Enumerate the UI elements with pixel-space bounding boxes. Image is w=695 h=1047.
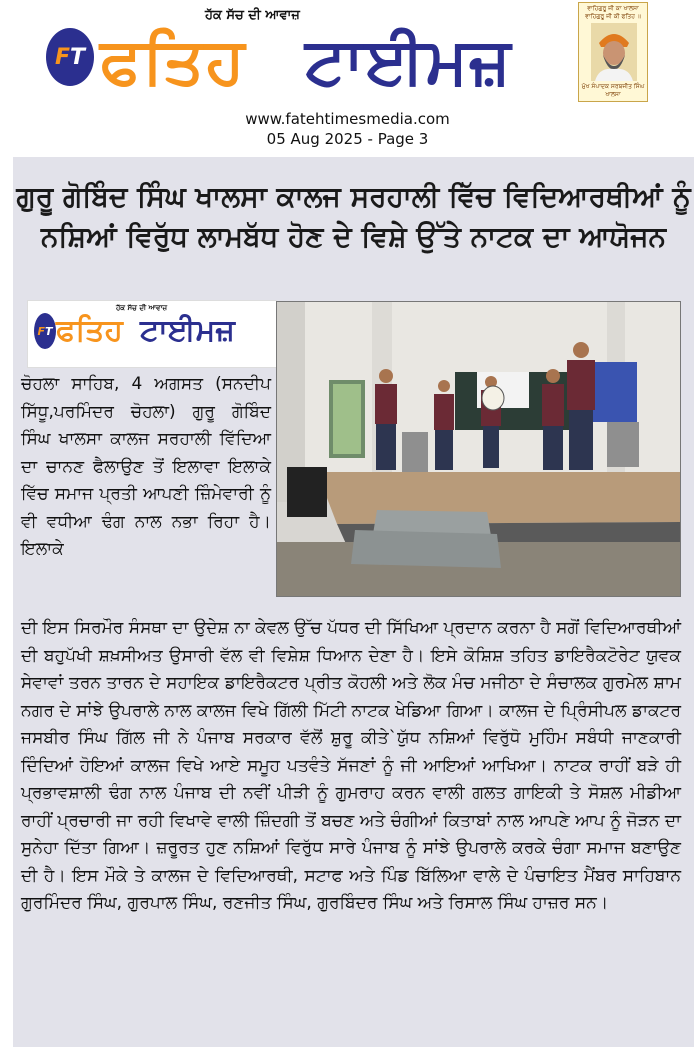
article-photo: [276, 301, 681, 597]
article-headline: [13, 177, 694, 257]
article-body: [21, 615, 681, 918]
article-panel: [13, 157, 694, 1047]
logo-initial-f: F: [54, 44, 70, 70]
article-logo-icon: [34, 313, 56, 349]
stage-play-photo-icon: [277, 302, 681, 597]
masthead: [0, 0, 695, 152]
headline-line-1: ਗੁਰੂ ਗੋਬਿੰਦ ਸਿੰਘ ਖਾਲਸਾ ਕਾਲਜ ਸਰਹਾਲੀ ਵਿੱਚ ਵਿਦਿਆਰਥੀਆਂ ਨੂੰ: [16, 180, 691, 213]
masthead-tagline: ਹੱਕ ਸੱਚ ਦੀ ਆਵਾਜ਼: [205, 8, 300, 23]
editor-portrait-icon: [591, 23, 637, 81]
logo-initial-t: T: [70, 44, 86, 70]
article-intro-column: ਚੋਹਲਾ ਸਾਹਿਬ, 4 ਅਗਸਤ (ਸਨਦੀਪ ਸਿੱਧੂ,ਪਰਮਿੰਦਰ ਚੋਹਲਾ) ਗੁਰੂ ਗੋਬਿੰਦ ਸਿੰਘ ਖਾਲਸਾ ਕਾਲਜ ਸਰਹਾਲੀ ਵਿੱਦਿਆ ਦਾ ਚਾਨਣ ਫੈਲਾਉਣ ਤੋਂ ਇਲਾਵਾ ਇਲਾਕੇ ਵਿੱਚ ਸਮਾਜ ਪ੍ਰਤੀ ਆਪਣੀ ਜ਼ਿੰਮੇਵਾਰੀ ਨੂੰ ਵੀ ਵਧੀਆ ਢੰਗ ਨਾਲ ਨਭਾ ਰਿਹਾ ਹੈ। ਇਲਾਕੇ: [21, 374, 271, 559]
chief-editor-box: [578, 2, 648, 102]
issue-date: 05 Aug 2025 - Page 3: [266, 130, 429, 148]
article-logo-initial-t: T: [45, 324, 53, 338]
article-logo-tagline: ਹੱਕ ਸੱਚ ਦੀ ਆਵਾਜ਼: [116, 304, 168, 312]
brand-name-part2: ਟਾਈਮਜ਼: [305, 25, 512, 99]
article-logo-part1: ਫਤਿਹ: [56, 313, 123, 348]
article-logo: [27, 300, 277, 368]
brand-name-part1: ਫਤਿਹ: [100, 25, 246, 99]
article-body-paragraph: ਦੀ ਇਸ ਸਿਰਮੌਰ ਸੰਸਥਾ ਦਾ ਉਦੇਸ਼ ਨਾ ਕੇਵਲ ਉੱਚ ਪੱਧਰ ਦੀ ਸਿੱਖਿਆ ਪ੍ਰਦਾਨ ਕਰਨਾ ਹੈ ਸਗੋਂ ਵਿਦਿਆਰਥੀਆਂ ਦੀ ਬਹੁਪੱਖੀ ਸ਼ਖ਼ਸੀਅਤ ਉਸਾਰੀ ਵੱਲ ਵੀ ਵਿਸ਼ੇਸ਼ ਧਿਆਨ ਦੇਣਾ ਹੈ। ਇਸੇ ਕੋਸ਼ਿਸ਼ ਤਹਿਤ ਡਾਇਰੈਕਟੋਰੇਟ ਯੁਵਕ ਸੇਵਾਵਾਂ ਤਰਨ ਤਾਰਨ ਦੇ ਸਹਾਇਕ ਡਾਇਰੈਕਟਰ ਪ੍ਰੀਤ ਕੋਹਲੀ ਅਤੇ ਲੋਕ ਮੰਚ ਮਜੀਠਾ ਦੇ ਸੰਚਾਲਕ ਗੁਰਮੇਲ ਸ਼ਾਮ ਨਗਰ ਦੇ ਸਾਂਝੇ ਉਪਰਾਲੇ ਨਾਲ ਕਾਲਜ ਵਿਖੇ ਗਿੱਲੀ ਮਿੱਟੀ ਨਾਟਕ ਖੇਡਿਆ ਗਿਆ। ਕਾਲਜ ਦੇ ਪ੍ਰਿੰਸੀਪਲ ਡਾਕਟਰ ਜਸਬੀਰ ਸਿੰਘ ਗਿੱਲ ਜੀ ਨੇ ਪੰਜਾਬ ਸਰਕਾਰ ਵੱਲੋਂ ਸ਼ੁਰੂ ਕੀਤੇ`ਯੁੱਧ ਨਸ਼ਿਆਂ ਵਿਰੁੱਧੋ ਮੁਹਿੰਮ ਸਬੰਧੀ ਜਾਣਕਾਰੀ ਦਿੰਦਿਆਂ ਹੋਇਆਂ ਕਾਲਜ ਵਿਖੇ ਆਏ ਸਮੂਹ ਪਤਵੰਤੇ ਸੱਜਣਾਂ ਨੂੰ ਜੀ ਆਇਆਂ ਆਖਿਆ। ਨਾਟਕ ਰਾਹੀਂ ਬੜੇ ਹੀ ਪ੍ਰਭਾਵਸ਼ਾਲੀ ਢੰਗ ਨਾਲ ਪੰਜਾਬ ਦੀ ਨਵੀਂ ਪੀੜੀ ਨੂੰ ਗੁਮਰਾਹ ਕਰਨ ਵਾਲੀ ਗਲਤ ਗਾਇਕੀ ਤੇ ਸੋਸ਼ਲ ਮੀਡੀਆ ਰਾਹੀਂ ਪ੍ਰਚਾਰੀ ਜਾ ਰਹੀ ਵਿਖਾਵੇ ਵਾਲੀ ਜ਼ਿੰਦਗੀ ਤੋਂ ਬਚਣ ਅਤੇ ਚੰਗੀਆਂ ਕਿਤਾਬਾਂ ਨਾਲ ਆਪਣੇ ਆਪ ਨੂੰ ਜੋੜਨ ਦਾ ਸੁਨੇਹਾ ਦਿੱਤਾ ਗਿਆ। ਜ਼ਰੂਰਤ ਹੁਣ ਨਸ਼ਿਆਂ ਵਿਰੁੱਧ ਸਾਰੇ ਪੰਜਾਬ ਨੂੰ ਸਾਂਝੇ ਉਪਰਾਲੇ ਕਰਕੇ ਚੰਗਾ ਸਮਾਜ ਬਣਾਉਣ ਦੀ ਹੈ। ਇਸ ਮੌਕੇ ਤੇ ਕਾਲਜ ਦੇ ਵਿਦਿਆਰਥੀ, ਸਟਾਫ ਅਤੇ ਪਿੰਡ ਬਿੱਲਿਆ ਵਾਲੇ ਦੇ ਪੰਚਾਇਤ ਮੈਂਬਰ ਸਾਹਿਬਾਨ ਗੁਰਮਿੰਦਰ ਸਿੰਘ, ਗੁਰਪਾਲ ਸਿੰਘ, ਰਣਜੀਤ ਸਿੰਘ, ਗੁਰਬਿੰਦਰ ਸਿੰਘ ਅਤੇ ਰਿਸਾਲ ਸਿੰਘ ਹਾਜ਼ਰ ਸਨ।: [21, 618, 681, 913]
article-logo-initial-f: F: [37, 324, 45, 338]
website-link[interactable]: www.fatehtimesmedia.com: [245, 110, 450, 128]
editor-greeting: ਵਾਹਿਗੁਰੂ ਜੀ ਕਾ ਖਾਲਸਾ ਵਾਹਿਗੁਰੂ ਜੀ ਕੀ ਫਤਿਹ ॥: [585, 5, 641, 20]
editor-caption: ਮੁੱਖ ਸੰਪਾਦਕ ਸਰਬਜੀਤ ਸਿੰਘ ਖਾਲਸਾ: [581, 83, 645, 98]
article-logo-part2: ਟਾਈਮਜ਼: [140, 313, 235, 348]
headline-line-2: ਨਸ਼ਿਆਂ ਵਿਰੁੱਧ ਲਾਮਬੱਧ ਹੋਣ ਦੇ ਵਿਸ਼ੇ ਉੱਤੇ ਨਾਟਕ ਦਾ ਆਯੋਜਨ: [41, 220, 666, 253]
ft-logo-icon: [46, 28, 94, 86]
